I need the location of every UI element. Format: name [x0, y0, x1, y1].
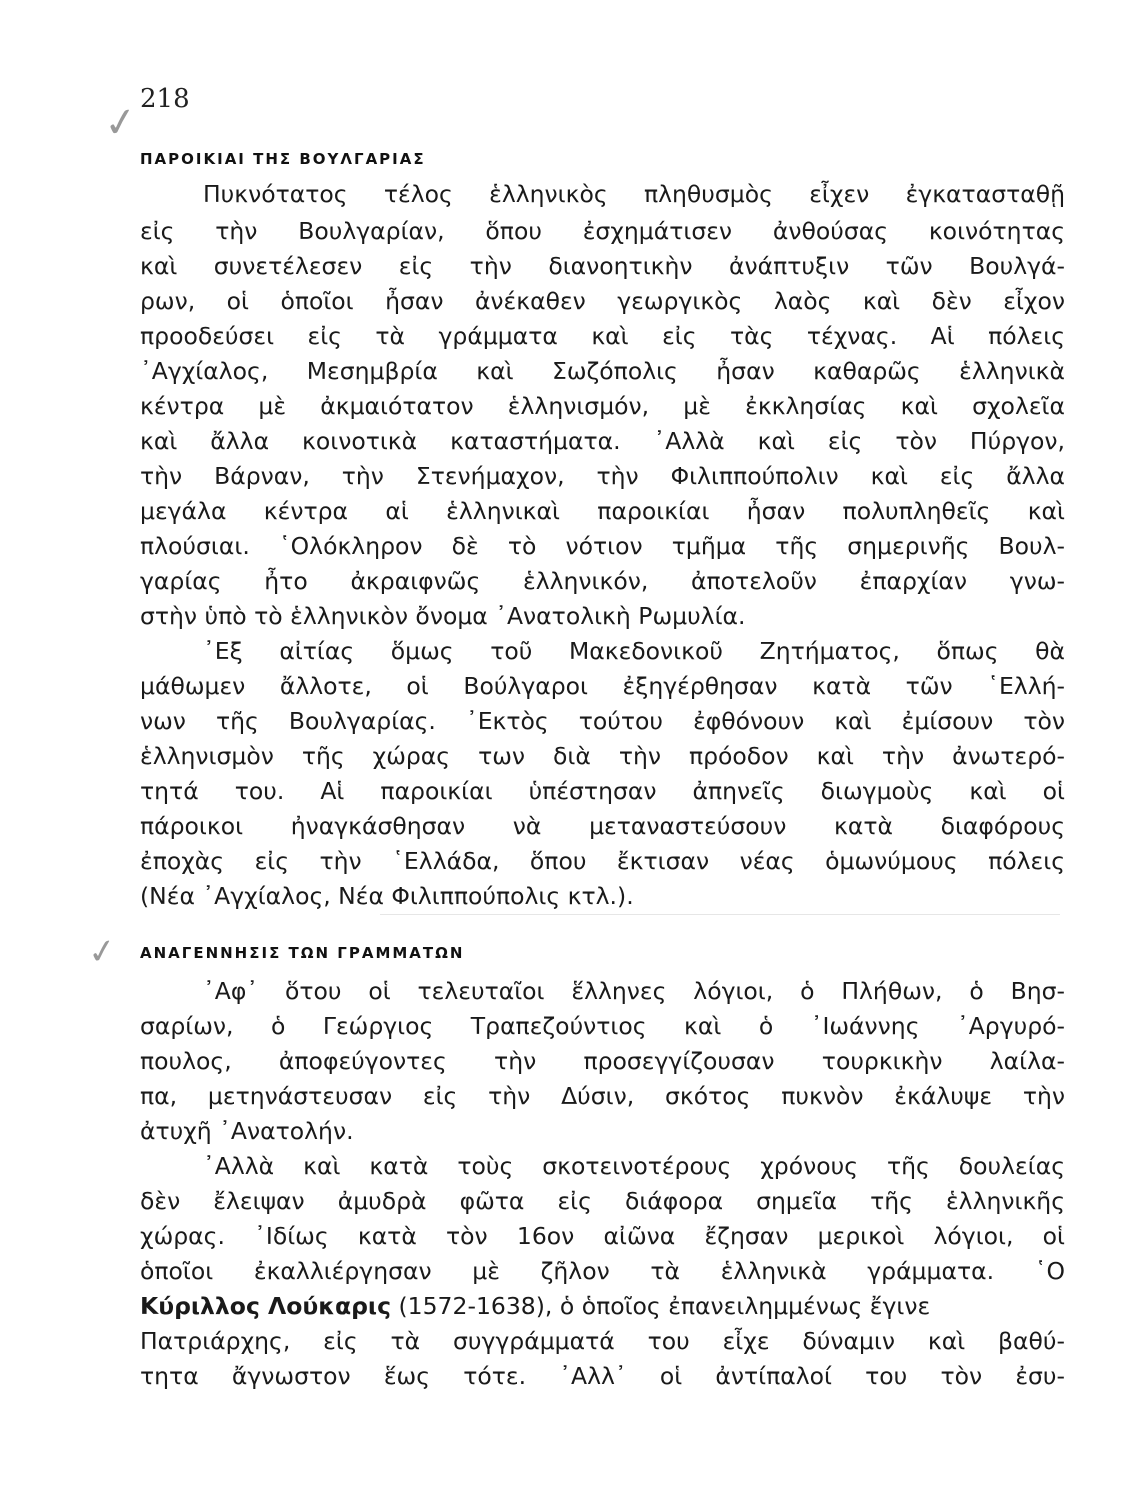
- text-line: σαρίων, ὁ Γεώργιος Τραπεζούντιος καὶ ὁ ᾿Ιωάννης ᾿Αργυρό-: [140, 1012, 1065, 1040]
- text-line: εἰς τὴν Βουλγαρίαν, ὅπου ἐσχημάτισεν ἀνθούσας κοινότητας: [140, 217, 1065, 245]
- text-line: πουλος, ἀποφεύγοντες τὴν προσεγγίζουσαν τουρκικὴν λαίλα-: [140, 1047, 1065, 1075]
- text-line: ὁποῖοι ἐκαλλιέργησαν μὲ ζῆλον τὰ ἑλληνικὰ γράμματα. ῾Ο: [140, 1257, 1065, 1285]
- text-line: νων τῆς Βουλγαρίας. ᾿Εκτὸς τούτου ἐφθόνουν καὶ ἐμίσουν τὸν: [140, 707, 1065, 735]
- text-line: γαρίας ἦτο ἀκραιφνῶς ἑλληνικόν, ἀποτελοῦν ἐπαρχίαν γνω-: [140, 567, 1065, 595]
- text-line: πάροικοι ἠναγκάσθησαν νὰ μεταναστεύσουν κατὰ διαφόρους: [140, 812, 1065, 840]
- text-line: ρων, οἱ ὁποῖοι ἦσαν ἀνέκαθεν γεωργικὸς λαὸς καὶ δὲν εἶχον: [140, 287, 1065, 315]
- text-line-rest: (1572-1638), ὁ ὁποῖος ἐπανειλημμένως ἔγινε: [391, 1292, 931, 1320]
- pencil-check-mark: ✓: [85, 930, 120, 974]
- text-line: πα, μετηνάστευσαν εἰς τὴν Δύσιν, σκότος πυκνὸν ἐκάλυψε τὴν: [140, 1082, 1065, 1110]
- text-line: μάθωμεν ἄλλοτε, οἱ Βούλγαροι ἐξηγέρθησαν κατὰ τῶν ῾Ελλή-: [140, 672, 1065, 700]
- text-line: προοδεύσει εἰς τὰ γράμματα καὶ εἰς τὰς τέχνας. Αἱ πόλεις: [140, 322, 1065, 350]
- section-title-paroikiai: ΠΑΡΟΙΚΙΑΙ ΤΗΣ ΒΟΥΛΓΑΡΙΑΣ: [140, 150, 426, 168]
- section-title-anagennisis: ΑΝΑΓΕΝΝΗΣΙΣ ΤΩΝ ΓΡΑΜΜΑΤΩΝ: [140, 944, 465, 962]
- text-line: ᾿Αγχίαλος, Μεσημβρία καὶ Σωζόπολις ἦσαν καθαρῶς ἑλληνικὰ: [140, 357, 1065, 385]
- text-line: ᾿Αλλὰ καὶ κατὰ τοὺς σκοτεινοτέρους χρόνους τῆς δουλείας: [203, 1152, 1065, 1180]
- text-line: δὲν ἔλειψαν ἀμυδρὰ φῶτα εἰς διάφορα σημεῖα τῆς ἑλληνικῆς: [140, 1187, 1065, 1215]
- pencil-check-mark: ✓: [100, 97, 141, 149]
- text-line: ἐποχὰς εἰς τὴν ῾Ελλάδα, ὅπου ἔκτισαν νέας ὁμωνύμους πόλεις: [140, 847, 1065, 875]
- text-line: ἑλληνισμὸν τῆς χώρας των διὰ τὴν πρόοδον καὶ τὴν ἀνωτερό-: [140, 742, 1065, 770]
- text-line: τὴν Βάρναν, τὴν Στενήμαχον, τὴν Φιλιππούπολιν καὶ εἰς ἄλλα: [140, 462, 1065, 490]
- text-line: τητά του. Αἱ παροικίαι ὑπέστησαν ἀπηνεῖς διωγμοὺς καὶ οἱ: [140, 777, 1065, 805]
- text-line: μεγάλα κέντρα αἱ ἑλληνικαὶ παροικίαι ἦσαν πολυπληθεῖς καὶ: [140, 497, 1065, 525]
- text-line: καὶ ἄλλα κοινοτικὰ καταστήματα. ᾿Αλλὰ καὶ εἰς τὸν Πύργον,: [140, 427, 1065, 455]
- text-line: Πυκνότατος τέλος ἑλληνικὸς πληθυσμὸς εἶχεν ἐγκατασταθῇ: [203, 180, 1065, 208]
- text-line: Πατριάρχης, εἰς τὰ συγγράμματά του εἶχε δύναμιν καὶ βαθύ-: [140, 1327, 1065, 1355]
- text-line: στὴν ὑπὸ τὸ ἑλληνικὸν ὄνομα ᾿Ανατολικὴ Ρωμυλία.: [140, 602, 746, 630]
- text-line: ἀτυχῆ ᾿Ανατολήν.: [140, 1117, 354, 1145]
- text-line: τητα ἄγνωστον ἕως τότε. ᾿Αλλ᾿ οἱ ἀντίπαλοί του τὸν ἐσυ-: [140, 1362, 1065, 1390]
- bold-name: Κύριλλος Λούκαρις: [140, 1292, 392, 1320]
- text-line: καὶ συνετέλεσεν εἰς τὴν διανοητικὴν ἀνάπτυξιν τῶν Βουλγά-: [140, 252, 1065, 280]
- text-line: κέντρα μὲ ἀκμαιότατον ἑλληνισμόν, μὲ ἐκκλησίας καὶ σχολεῖα: [140, 392, 1065, 420]
- text-line: χώρας. ᾿Ιδίως κατὰ τὸν 16ον αἰῶνα ἔζησαν μερικοὶ λόγιοι, οἱ: [140, 1222, 1065, 1250]
- text-line-with-bold-name: [140, 1292, 1065, 1320]
- text-line: πλούσιαι. ῾Ολόκληρον δὲ τὸ νότιον τμῆμα τῆς σημερινῆς Βουλ-: [140, 532, 1065, 560]
- text-line: ᾿Εξ αἰτίας ὅμως τοῦ Μακεδονικοῦ Ζητήματος, ὅπως θὰ: [203, 637, 1065, 665]
- text-line: ᾿Αφ᾿ ὅτου οἱ τελευταῖοι ἕλληνες λόγιοι, ὁ Πλήθων, ὁ Βησ-: [203, 977, 1065, 1005]
- page-number: 218: [140, 84, 190, 114]
- text-line: (Νέα ᾿Αγχίαλος, Νέα Φιλιππούπολις κτλ.).: [140, 882, 634, 910]
- faint-divider: [380, 914, 1060, 915]
